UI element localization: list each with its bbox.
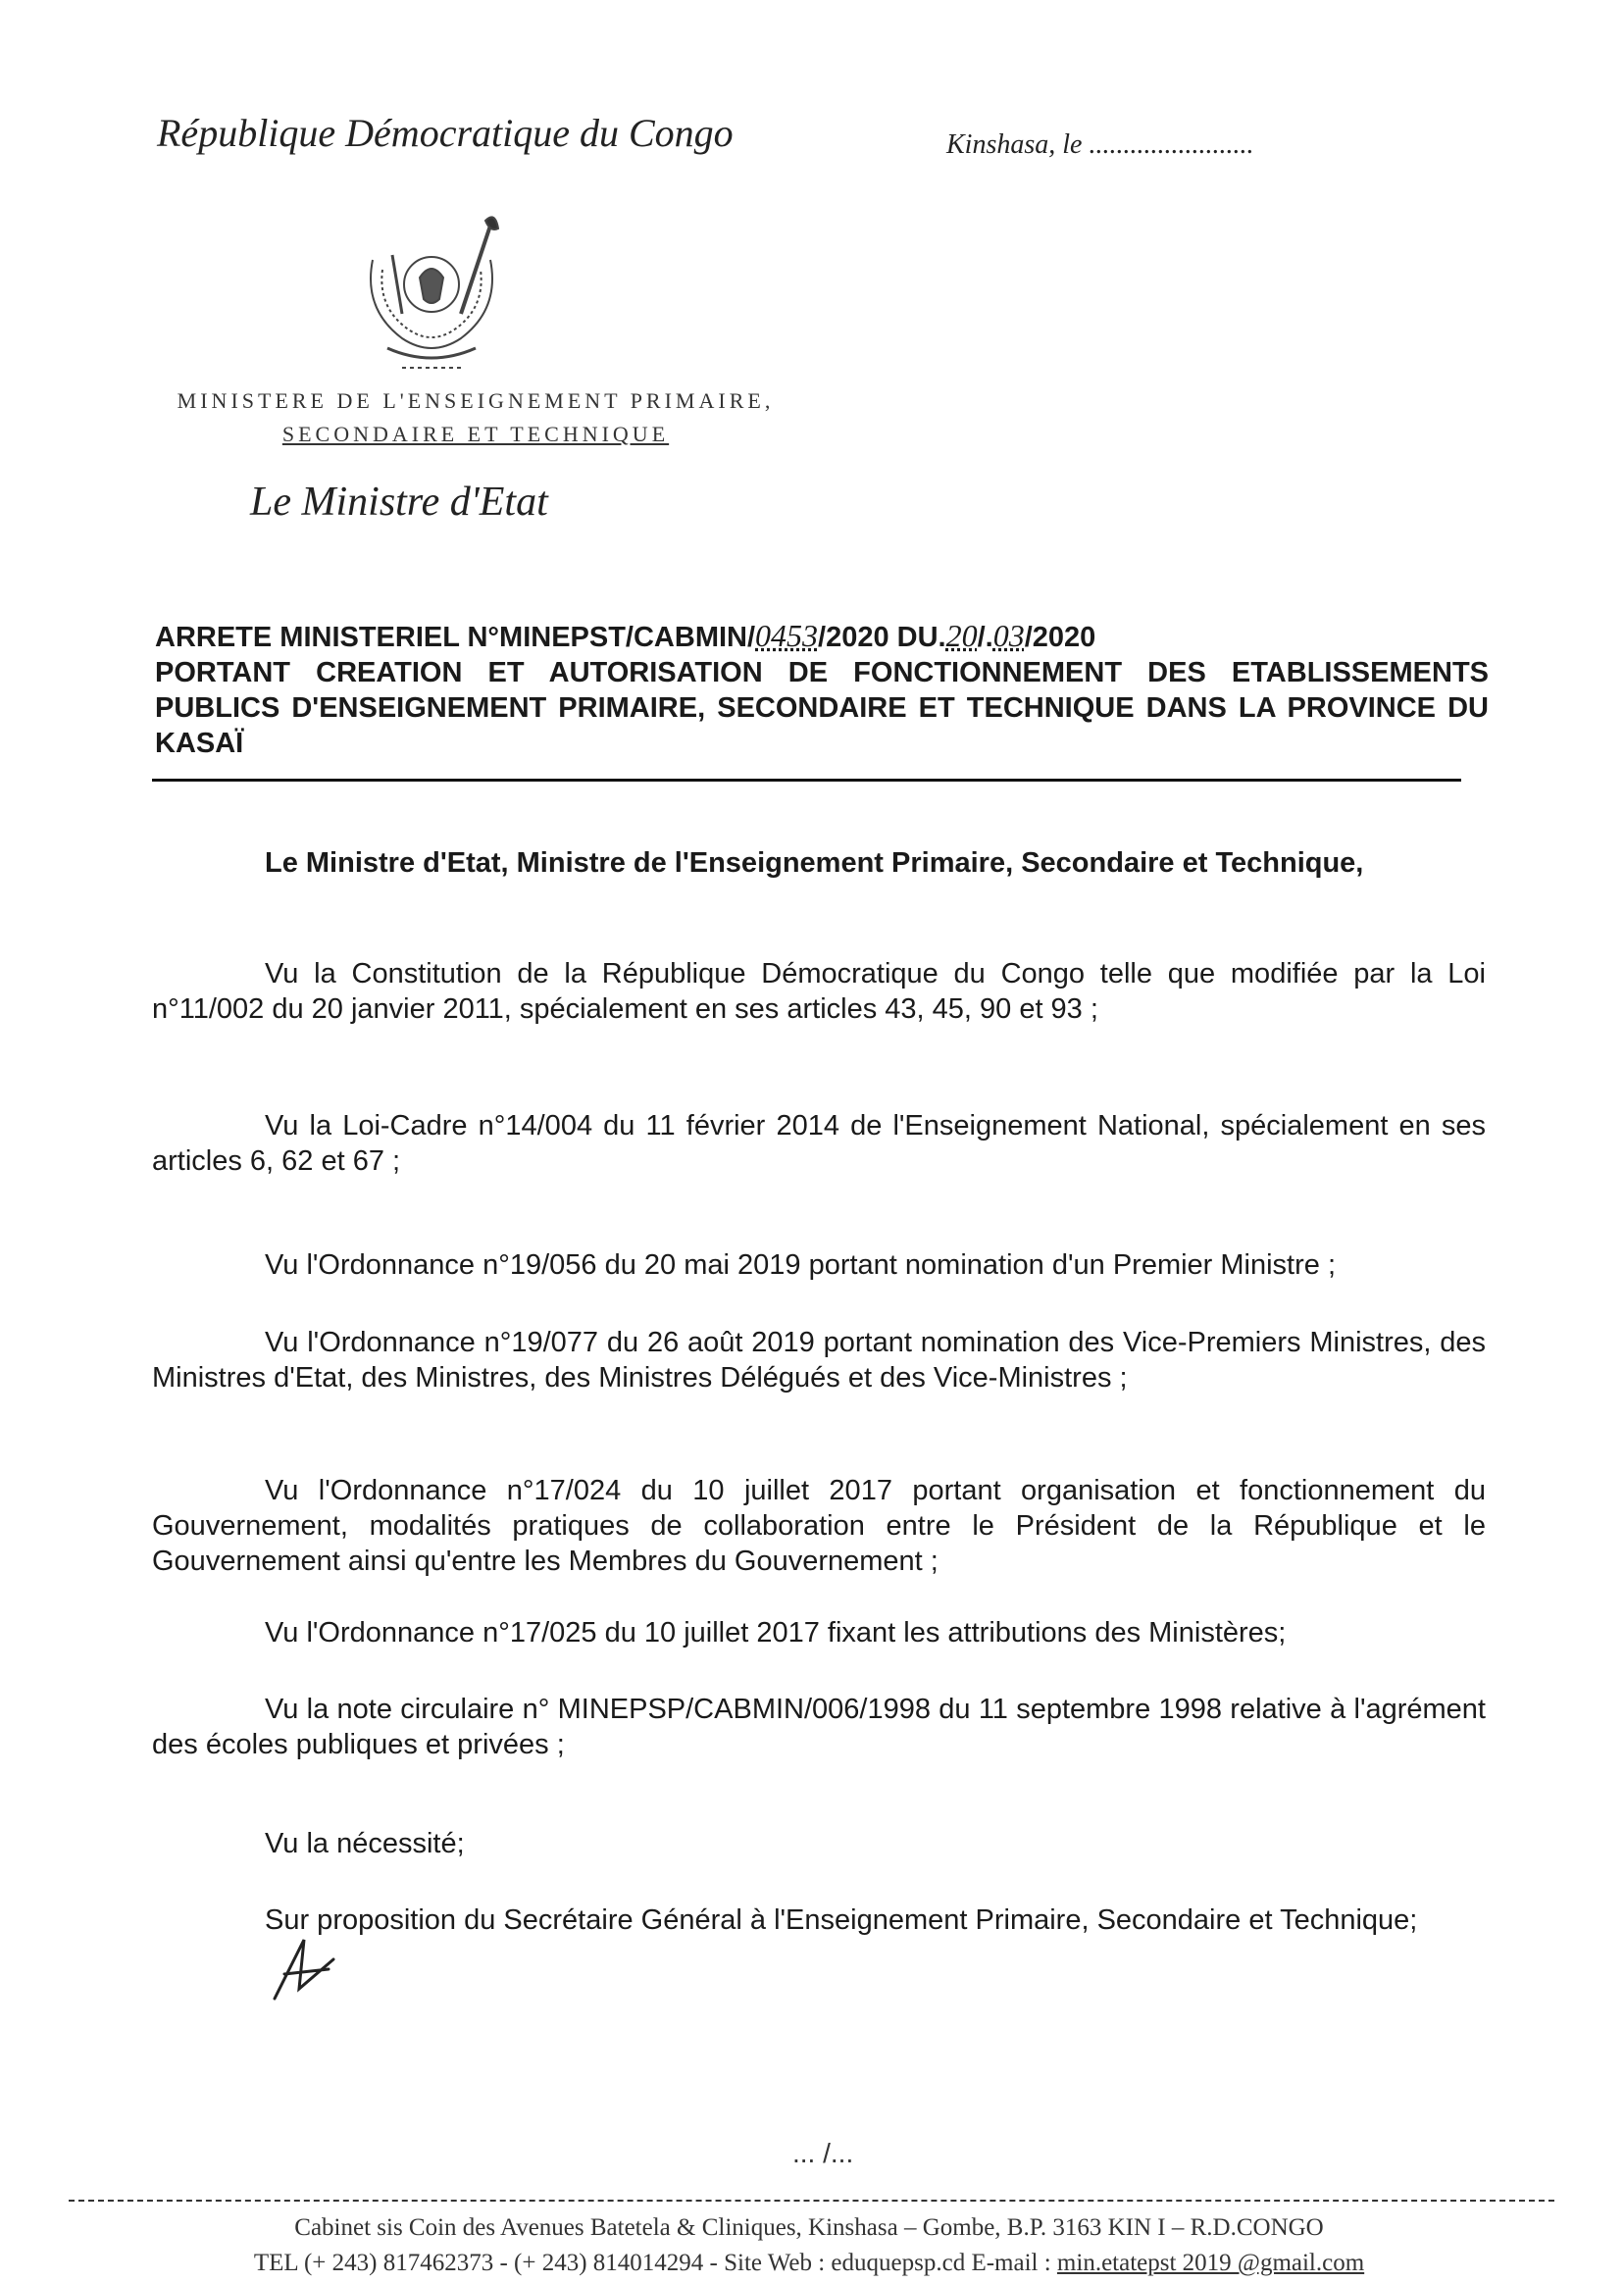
footer-contact: TEL (+ 243) 817462373 - (+ 243) 814014294 - Site Web : eduquepsp.cd E-mail : min.etatepst 2019 @gmail.com: [253, 2250, 1365, 2276]
paragraph-ordonnance-19-077: Vu l'Ordonnance n°19/077 du 26 août 2019 portant nomination des Vice-Premiers Ministres, des Ministres d'Etat, des Ministres, des Ministres Délégués et des Vice-Ministres ;: [152, 1327, 1486, 1394]
paragraph-loi-cadre: Vu la Loi-Cadre n°14/004 du 11 février 2014 de l'Enseignement National, spécialement en ses articles 6, 62 et 67 ;: [152, 1110, 1486, 1177]
footer-divider: [69, 2200, 1554, 2202]
minister-title: Le Ministre d'Etat: [250, 480, 548, 525]
title-divider: [152, 779, 1461, 782]
decree-reference: ARRETE MINISTERIEL N°MINEPST/CABMIN/0453/2020 DU.20/.03/2020: [155, 618, 1096, 653]
paragraph-constitution: Vu la Constitution de la République Démocratique du Congo telle que modifiée par la Loi n°11/002 du 20 janvier 2011, spécialement en ses articles 43, 45, 90 et 93 ;: [152, 958, 1486, 1025]
footer-address: Cabinet sis Coin des Avenues Batetela & Cliniques, Kinshasa – Gombe, B.P. 3163 KIN I – R.D.CONGO: [294, 2214, 1324, 2241]
ministry-name: [152, 384, 799, 451]
page-continuation: ... /...: [792, 2138, 854, 2168]
footer-email: min.etatepst 2019 @gmail.com: [1056, 2250, 1365, 2276]
decree-day: 20: [945, 618, 978, 653]
decree-subject: PORTANT CREATION ET AUTORISATION DE FONCTIONNEMENT DES ETABLISSEMENTS PUBLICS D'ENSEIGNEMENT PRIMAIRE, SECONDAIRE ET TECHNIQUE DANS LA PROVINCE DU KASAÏ: [155, 657, 1489, 759]
decree-title: [155, 618, 1489, 761]
place-date: Kinshasa, le ........................: [946, 129, 1254, 160]
paragraph-ordonnance-17-024: Vu l'Ordonnance n°17/024 du 10 juillet 2017 portant organisation et fonctionnement du Gouvernement, modalités pratiques de collaboration entre le Président de la République et le Gouvernement ainsi qu'entre les Membres du Gouvernement ;: [152, 1475, 1486, 1577]
paragraph-ordonnance-19-056: Vu l'Ordonnance n°19/056 du 20 mai 2019 portant nomination d'un Premier Ministre ;: [265, 1249, 1337, 1281]
decree-month: 03: [992, 618, 1025, 653]
paragraph-note-circulaire: Vu la note circulaire n° MINEPSP/CABMIN/006/1998 du 11 septembre 1998 relative à l'agrément des écoles publiques et privées ;: [152, 1694, 1486, 1760]
paragraph-ordonnance-17-025: Vu l'Ordonnance n°17/025 du 10 juillet 2017 fixant les attributions des Ministères;: [265, 1617, 1287, 1649]
decree-number: 0453: [755, 618, 819, 653]
coat-of-arms-seal: [333, 201, 530, 378]
ministry-line1: MINISTERE DE L'ENSEIGNEMENT PRIMAIRE,: [177, 388, 775, 413]
ministry-line2: SECONDAIRE ET TECHNIQUE: [281, 422, 670, 446]
country-header: République Démocratique du Congo: [157, 111, 734, 155]
handwritten-initials: [255, 1930, 353, 2008]
minister-intro: Le Ministre d'Etat, Ministre de l'Enseignement Primaire, Secondaire et Technique,: [265, 847, 1364, 879]
footer: [147, 2210, 1471, 2281]
paragraph-proposition: Sur proposition du Secrétaire Général à l'Enseignement Primaire, Secondaire et Technique;: [265, 1904, 1418, 1936]
paragraph-necessite: Vu la nécessité;: [265, 1828, 465, 1859]
